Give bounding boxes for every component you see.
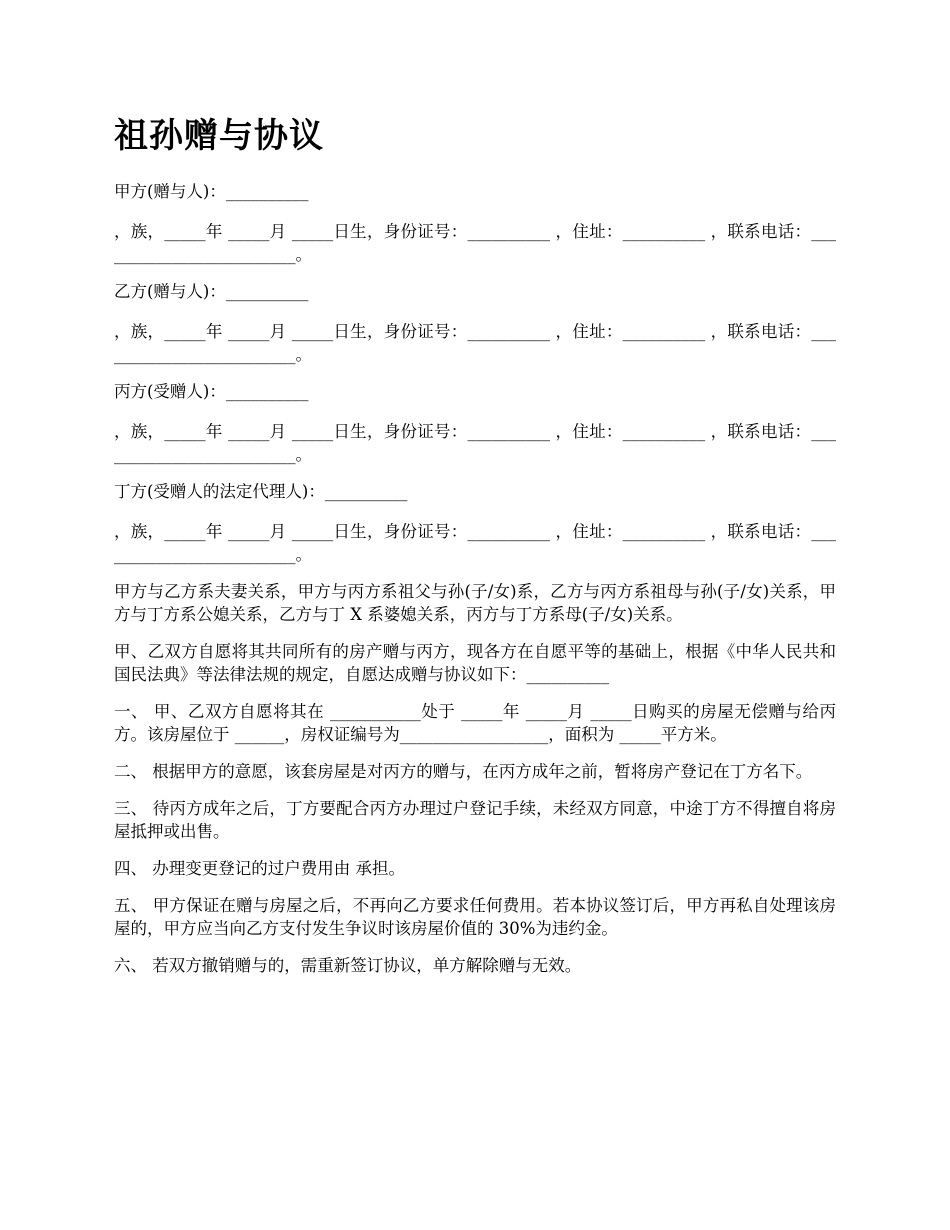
party-c-details: ，族，_____年 _____月 _____日生，身份证号：__________ ，住址：__________ ，联系电话：_________________________。 bbox=[114, 422, 836, 464]
party-a-label: 甲方(赠与人)：__________ bbox=[114, 182, 309, 201]
clause-1: 一、 甲、乙双方自愿将其在 ___________处于 _____年 _____月 _____日购买的房屋无偿赠与给丙方。该房屋位于 ______，房权证编号为__________________，面积为 _____平方米。 bbox=[114, 702, 836, 744]
document-title: 祖孙赠与协议 bbox=[114, 116, 324, 156]
clause-4: 四、 办理变更登记的过户费用由 承担。 bbox=[114, 859, 405, 878]
party-b-label: 乙方(赠与人)：__________ bbox=[114, 282, 309, 301]
clause-6: 六、 若双方撤销赠与的，需重新签订协议，单方解除赠与无效。 bbox=[114, 956, 582, 975]
party-d-label: 丁方(受赠人的法定代理人)：__________ bbox=[114, 482, 408, 501]
relationship-paragraph: 甲方与乙方系夫妻关系，甲方与丙方系祖父与孙(子/女)系，乙方与丙方系祖母与孙(子/女)关系，甲方与丁方系公媳关系，乙方与丁 X 系婆媳关系，丙方与丁方系母(子/女)关系。 bbox=[114, 582, 836, 624]
document-page bbox=[114, 112, 836, 991]
party-a-details: ，族，_____年 _____月 _____日生，身份证号：__________ ，住址：__________ ，联系电话：_________________________。 bbox=[114, 222, 836, 264]
clause-2: 二、 根据甲方的意愿，该套房屋是对丙方的赠与，在丙方成年之前，暂将房产登记在丁方名下。 bbox=[114, 762, 813, 781]
clause-3: 三、 待丙方成年之后，丁方要配合丙方办理过户登记手续，未经双方同意，中途丁方不得擅自将房屋抵押或出售。 bbox=[114, 799, 836, 841]
party-b-details: ，族，_____年 _____月 _____日生，身份证号：__________ ，住址：__________ ，联系电话：_________________________。 bbox=[114, 322, 836, 364]
party-d-details: ，族，_____年 _____月 _____日生，身份证号：__________ ，住址：__________ ，联系电话：_________________________。 bbox=[114, 522, 836, 564]
party-c-label: 丙方(受赠人)：__________ bbox=[114, 382, 309, 401]
preamble-paragraph: 甲、乙双方自愿将其共同所有的房产赠与丙方，现各方在自愿平等的基础上，根据《中华人民共和国民法典》等法律法规的规定，自愿达成赠与协议如下：__________ bbox=[114, 642, 836, 684]
clause-5: 五、 甲方保证在赠与房屋之后，不再向乙方要求任何费用。若本协议签订后，甲方再私自处理该房屋的，甲方应当向乙方支付发生争议时该房屋价值的 30%为违约金。 bbox=[114, 896, 836, 938]
